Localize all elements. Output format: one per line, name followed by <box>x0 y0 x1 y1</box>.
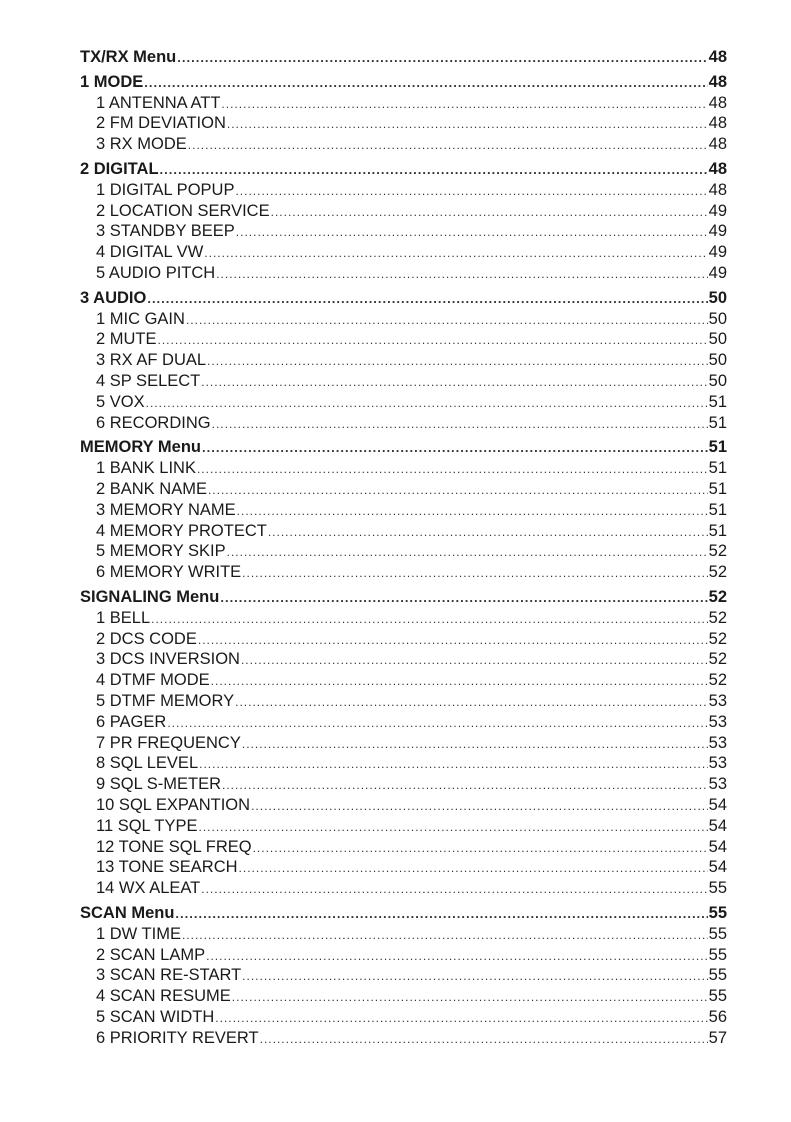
dot-leader <box>260 1029 708 1049</box>
toc-heading[interactable] <box>80 288 727 308</box>
toc-entry[interactable] <box>80 816 727 836</box>
toc-entry[interactable] <box>80 733 727 753</box>
dot-leader <box>239 858 708 878</box>
toc-label: 6 MEMORY WRITE <box>96 563 242 581</box>
dot-leader <box>227 542 708 562</box>
toc-label: 8 SQL LEVEL <box>96 754 199 772</box>
toc-heading[interactable] <box>80 159 727 179</box>
dot-leader <box>227 114 708 134</box>
toc-label: 2 SCAN LAMP <box>96 946 206 964</box>
dot-leader <box>235 181 707 201</box>
dot-leader <box>222 775 708 795</box>
toc-label: 1 MODE <box>80 73 144 91</box>
toc-heading[interactable] <box>80 903 727 923</box>
toc-label: 5 DTMF MEMORY <box>96 692 235 710</box>
dot-leader <box>268 522 708 542</box>
toc-page-number: 48 <box>708 94 727 112</box>
toc-label: 4 SCAN RESUME <box>96 987 231 1005</box>
toc-entry[interactable] <box>80 774 727 794</box>
dot-leader <box>242 563 707 583</box>
toc-page-number: 49 <box>708 222 727 240</box>
toc-label: 9 SQL S-METER <box>96 775 221 793</box>
toc-entry[interactable] <box>80 371 727 391</box>
toc-label: 2 DCS CODE <box>96 630 197 648</box>
toc-label: 1 MIC GAIN <box>96 310 185 328</box>
toc-page-number: 54 <box>708 858 727 876</box>
toc-label: TX/RX Menu <box>80 48 177 66</box>
dot-leader <box>146 393 708 413</box>
toc-entry[interactable] <box>80 392 727 412</box>
toc-label: 2 LOCATION SERVICE <box>96 202 270 220</box>
toc-label: 4 MEMORY PROTECT <box>96 522 267 540</box>
dot-leader <box>188 135 708 155</box>
toc-label: 5 AUDIO PITCH <box>96 264 216 282</box>
toc-label: 6 PRIORITY REVERT <box>96 1029 259 1047</box>
toc-entry[interactable] <box>80 649 727 669</box>
dot-leader <box>211 671 708 691</box>
toc-entry[interactable] <box>80 945 727 965</box>
dot-leader <box>144 73 707 93</box>
dot-leader <box>186 310 708 330</box>
toc-entry[interactable] <box>80 413 727 433</box>
toc-label: SIGNALING Menu <box>80 588 220 606</box>
toc-page-number: 53 <box>708 713 727 731</box>
toc-page-number: 53 <box>708 734 727 752</box>
toc-label: 4 SP SELECT <box>96 372 201 390</box>
toc-page-number: 48 <box>708 73 727 91</box>
toc-page-number: 52 <box>708 630 727 648</box>
toc-page-number: 52 <box>708 563 727 581</box>
toc-page-number: 50 <box>708 351 727 369</box>
toc-entry[interactable] <box>80 221 727 241</box>
toc-entry[interactable] <box>80 134 727 154</box>
toc-entry[interactable] <box>80 458 727 478</box>
toc-entry[interactable] <box>80 500 727 520</box>
dot-leader <box>199 817 708 837</box>
toc-page-number: 48 <box>708 181 727 199</box>
dot-leader <box>206 946 708 966</box>
dot-leader <box>199 754 708 774</box>
dot-leader <box>167 713 707 733</box>
toc-entry[interactable] <box>80 670 727 690</box>
toc-page-number: 52 <box>708 542 727 560</box>
toc-label: 3 STANDBY BEEP <box>96 222 235 240</box>
toc-label: 5 SCAN WIDTH <box>96 1008 215 1026</box>
dot-leader <box>221 94 707 114</box>
toc-entry[interactable] <box>80 242 727 262</box>
toc-page-number: 50 <box>708 372 727 390</box>
toc-page-number: 50 <box>708 310 727 328</box>
toc-page-number: 49 <box>708 243 727 261</box>
dot-leader <box>216 264 707 284</box>
toc-page-number: 50 <box>708 330 727 348</box>
dot-leader <box>202 438 708 458</box>
toc-entry[interactable] <box>80 1007 727 1027</box>
toc-label: 4 DTMF MODE <box>96 671 210 689</box>
toc-page-number: 53 <box>708 692 727 710</box>
toc-heading[interactable] <box>80 72 727 92</box>
toc-entry[interactable] <box>80 113 727 133</box>
toc-page-number: 52 <box>708 588 727 606</box>
dot-leader <box>220 588 707 608</box>
toc-page-number: 52 <box>708 650 727 668</box>
dot-leader <box>235 692 708 712</box>
toc-entry[interactable] <box>80 309 727 329</box>
toc-entry[interactable] <box>80 795 727 815</box>
toc-label: 10 SQL EXPANTION <box>96 796 251 814</box>
toc-page-number: 48 <box>708 135 727 153</box>
toc-entry[interactable] <box>80 629 727 649</box>
toc-label: 1 BELL <box>96 609 151 627</box>
toc-label: 2 DIGITAL <box>80 160 159 178</box>
toc-page-number: 55 <box>708 925 727 943</box>
dot-leader <box>241 650 708 670</box>
toc-page-number: 51 <box>708 438 727 456</box>
dot-leader <box>160 160 708 180</box>
toc-entry[interactable] <box>80 878 727 898</box>
dot-leader <box>177 48 707 68</box>
toc-entry[interactable] <box>80 986 727 1006</box>
toc-label: 2 MUTE <box>96 330 157 348</box>
toc-page-number: 48 <box>708 114 727 132</box>
toc-entry[interactable] <box>80 753 727 773</box>
dot-leader <box>212 414 708 434</box>
toc-page-number: 55 <box>708 987 727 1005</box>
toc-label: 3 AUDIO <box>80 289 147 307</box>
toc-entry[interactable] <box>80 924 727 944</box>
toc-entry[interactable] <box>80 837 727 857</box>
toc-entry[interactable] <box>80 93 727 113</box>
toc-label: 1 ANTENNA ATT <box>96 94 221 112</box>
dot-leader <box>242 734 708 754</box>
toc-label: MEMORY Menu <box>80 438 202 456</box>
toc-page-number: 53 <box>708 754 727 772</box>
toc-entry[interactable] <box>80 263 727 283</box>
toc-page-number: 55 <box>708 879 727 897</box>
toc-label: 6 RECORDING <box>96 414 211 432</box>
dot-leader <box>175 904 707 924</box>
toc-page-number: 51 <box>708 480 727 498</box>
toc-label: 3 RX MODE <box>96 135 187 153</box>
toc-page-number: 54 <box>708 838 727 856</box>
toc-label: 3 RX AF DUAL <box>96 351 207 369</box>
toc-entry[interactable] <box>80 479 727 499</box>
dot-leader <box>147 289 707 309</box>
dot-leader <box>197 459 708 479</box>
toc-entry[interactable] <box>80 562 727 582</box>
toc-page-number: 55 <box>708 966 727 984</box>
dot-leader <box>208 480 708 500</box>
dot-leader <box>236 222 708 242</box>
toc-page-number: 54 <box>708 796 727 814</box>
toc-label: 3 SCAN RE-START <box>96 966 242 984</box>
toc-heading[interactable] <box>80 587 727 607</box>
toc-entry[interactable] <box>80 857 727 877</box>
toc-page-number: 49 <box>708 264 727 282</box>
toc-label: 5 VOX <box>96 393 145 411</box>
toc-entry[interactable] <box>80 329 727 349</box>
toc-page-number: 56 <box>708 1008 727 1026</box>
toc-label: 5 MEMORY SKIP <box>96 542 226 560</box>
toc-page-number: 51 <box>708 459 727 477</box>
dot-leader <box>253 838 708 858</box>
toc-page-number: 49 <box>708 202 727 220</box>
toc-label: 14 WX ALEAT <box>96 879 201 897</box>
toc-entry[interactable] <box>80 1028 727 1048</box>
dot-leader <box>271 202 708 222</box>
toc-label: 6 PAGER <box>96 713 167 731</box>
dot-leader <box>201 372 707 392</box>
toc-label: 11 SQL TYPE <box>96 817 198 835</box>
toc-label: 12 TONE SQL FREQ <box>96 838 252 856</box>
toc-label: 2 BANK NAME <box>96 480 207 498</box>
dot-leader <box>182 925 708 945</box>
toc-label: 1 DIGITAL POPUP <box>96 181 235 199</box>
toc-label: 13 TONE SEARCH <box>96 858 238 876</box>
toc-entry[interactable] <box>80 350 727 370</box>
toc-label: 3 DCS INVERSION <box>96 650 240 668</box>
toc-label: 1 DW TIME <box>96 925 181 943</box>
dot-leader <box>198 630 708 650</box>
toc-page-number: 55 <box>708 904 727 922</box>
toc-label: 7 PR FREQUENCY <box>96 734 241 752</box>
dot-leader <box>158 330 708 350</box>
dot-leader <box>215 1008 707 1028</box>
toc-page-number: 48 <box>708 160 727 178</box>
toc-label: 1 BANK LINK <box>96 459 196 477</box>
toc-entry[interactable] <box>80 608 727 628</box>
toc-entry[interactable] <box>80 691 727 711</box>
dot-leader <box>201 879 707 899</box>
toc-label: SCAN Menu <box>80 904 175 922</box>
toc-entry[interactable] <box>80 541 727 561</box>
dot-leader <box>251 796 708 816</box>
dot-leader <box>151 609 708 629</box>
toc-page-number: 52 <box>708 671 727 689</box>
toc-page-number: 54 <box>708 817 727 835</box>
toc-label: 2 FM DEVIATION <box>96 114 226 132</box>
toc-page-number: 51 <box>708 393 727 411</box>
toc-label: 4 DIGITAL VW <box>96 243 204 261</box>
dot-leader <box>204 243 707 263</box>
toc-label: 3 MEMORY NAME <box>96 501 236 519</box>
dot-leader <box>232 987 708 1007</box>
toc-page-number: 52 <box>708 609 727 627</box>
toc-heading[interactable] <box>80 47 727 67</box>
dot-leader <box>242 966 707 986</box>
toc-page-number: 48 <box>708 48 727 66</box>
dot-leader <box>207 351 708 371</box>
toc-entry[interactable] <box>80 180 727 200</box>
toc-entry[interactable] <box>80 201 727 221</box>
toc-entry[interactable] <box>80 965 727 985</box>
toc-page-number: 55 <box>708 946 727 964</box>
toc-heading[interactable] <box>80 437 727 457</box>
toc-entry[interactable] <box>80 521 727 541</box>
toc-page-number: 51 <box>708 414 727 432</box>
toc-page-number: 50 <box>708 289 727 307</box>
toc-page-number: 57 <box>708 1029 727 1047</box>
toc-page-number: 53 <box>708 775 727 793</box>
dot-leader <box>237 501 708 521</box>
toc-entry[interactable] <box>80 712 727 732</box>
toc-page-number: 51 <box>708 522 727 540</box>
toc-page-number: 51 <box>708 501 727 519</box>
